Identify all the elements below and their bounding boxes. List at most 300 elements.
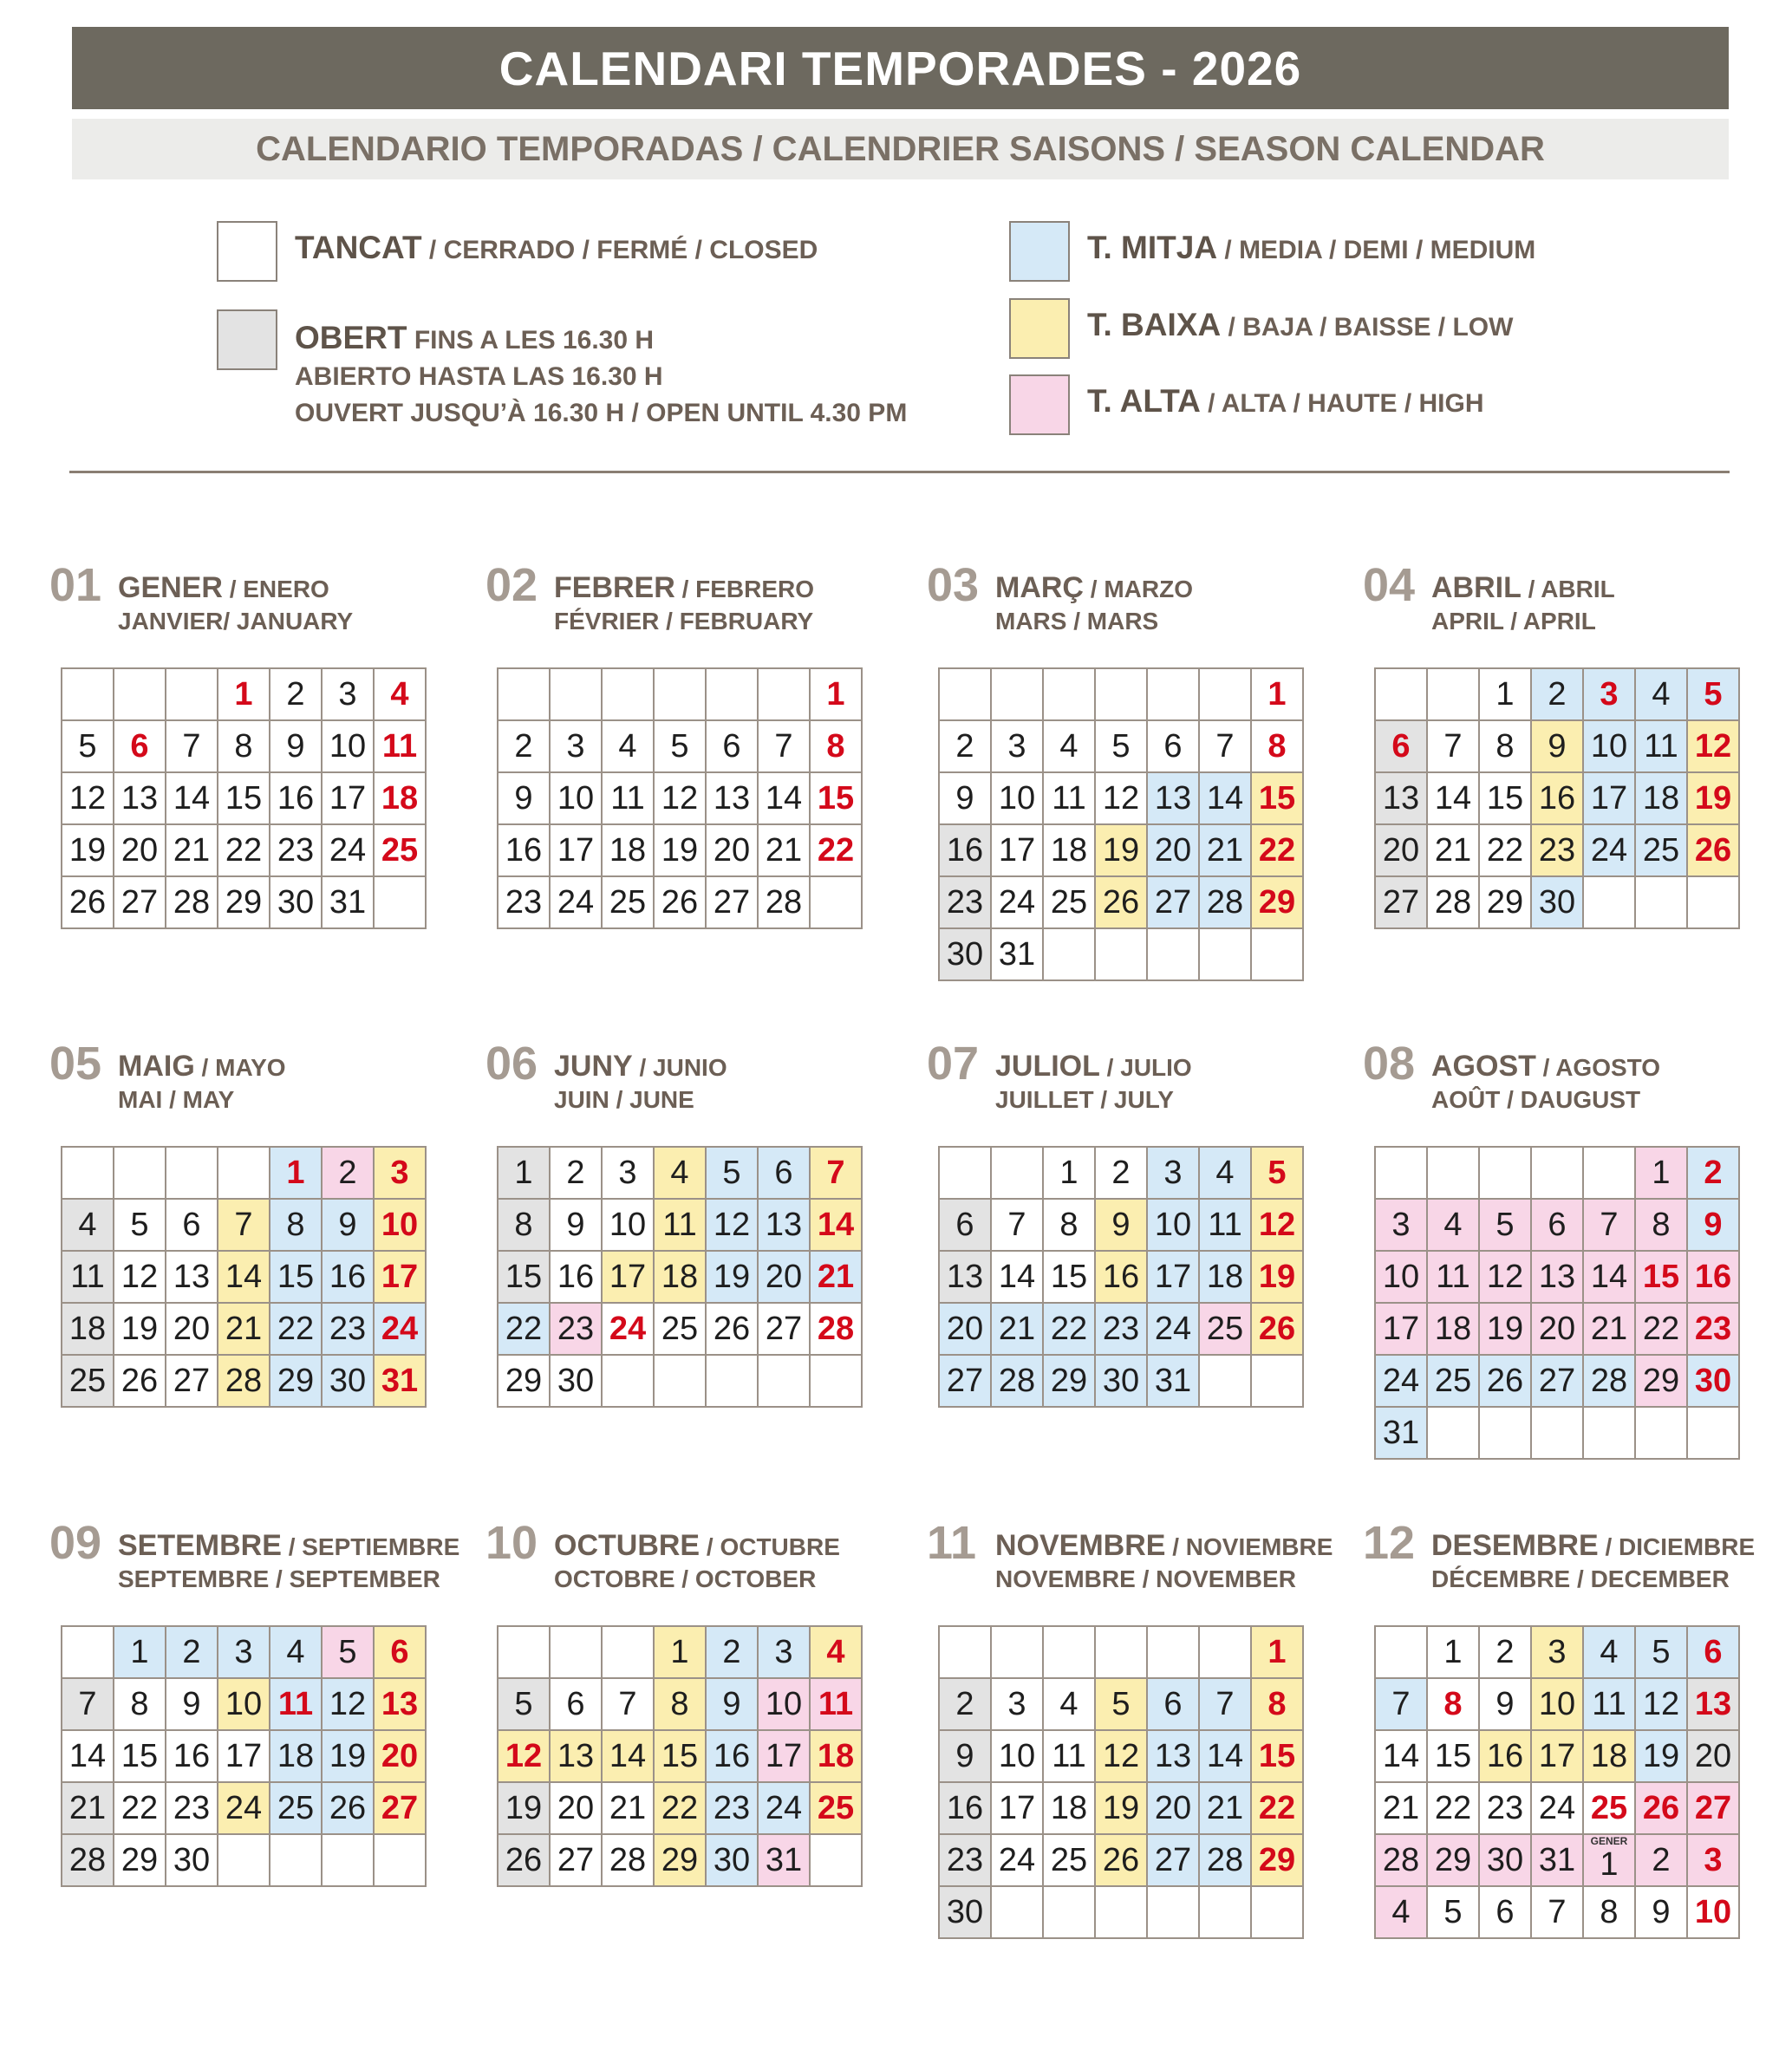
day-number: 21 [1434,831,1472,869]
month-name [554,1050,727,1084]
empty-cell [1532,1148,1584,1200]
day-cell [114,1835,166,1887]
day-cell [375,1356,427,1408]
day-number: 20 [1154,831,1192,869]
day-cell [603,1200,655,1252]
day-cell [603,825,655,877]
day-number: 16 [1694,1258,1732,1295]
day-cell [1148,1252,1200,1304]
day-number: 7 [774,727,793,765]
day-cell [603,721,655,773]
month-name-ca: FEBRER [554,571,675,604]
day-number: 14 [225,1258,263,1295]
day-number: 26 [121,1362,159,1399]
day-cell [375,1148,427,1200]
legend-low-desc: / BAJA / BAISSE / LOW [1221,313,1514,342]
day-cell [218,773,270,825]
day-number: 22 [121,1789,159,1826]
next-month-note: GENER [1590,1835,1628,1847]
day-cell [62,1356,114,1408]
day-cell [1636,1200,1688,1252]
day-number: 26 [1102,883,1140,921]
day-number: 3 [1007,1685,1026,1722]
day-number: 3 [1391,1206,1411,1243]
day-cell [270,669,323,721]
empty-cell [375,1835,427,1887]
day-cell [1096,773,1148,825]
month-name [554,571,814,605]
day-number: 7 [1600,1206,1619,1243]
day-cell [551,825,603,877]
day-number: 16 [713,1737,751,1774]
day-number: 4 [1391,1893,1411,1930]
day-number: 1 [670,1633,689,1670]
day-number: 28 [173,883,211,921]
month-name-fr-en: NOVEMBRE / NOVEMBER [995,1565,1296,1592]
day-number: 2 [1652,1841,1671,1878]
day-cell [114,877,166,929]
day-cell [1252,773,1304,825]
day-cell [759,721,811,773]
day-cell [992,1356,1044,1408]
month-name-ca: NOVEMBRE [995,1529,1166,1562]
day-number: 29 [1258,1841,1296,1878]
day-number: 23 [946,883,984,921]
day-cell [992,721,1044,773]
day-number: 17 [225,1737,263,1774]
day-number: 30 [713,1841,751,1878]
day-number: 14 [1382,1737,1420,1774]
day-number: 23 [505,883,543,921]
day-number: 14 [998,1258,1036,1295]
day-cell [1044,773,1096,825]
day-number: 6 [1704,1633,1723,1670]
day-cell [1148,1200,1200,1252]
day-cell [1200,1731,1252,1783]
day-number: 9 [182,1685,201,1722]
day-number: 9 [514,779,533,817]
day-number: 28 [817,1310,855,1347]
empty-cell [1584,877,1636,929]
empty-cell [551,1627,603,1679]
day-number: 22 [1642,1310,1680,1347]
day-number: 11 [1644,727,1678,765]
day-number: 17 [1382,1310,1420,1347]
empty-cell [1688,877,1740,929]
day-cell [1688,825,1740,877]
day-cell [1428,1783,1480,1835]
day-cell [707,1835,759,1887]
day-cell [551,877,603,929]
day-number: 15 [1050,1258,1088,1295]
day-cell [759,1148,811,1200]
day-cell [759,877,811,929]
day-cell [707,1627,759,1679]
day-number: 12 [1694,727,1732,765]
day-cell [707,1304,759,1356]
day-number: 29 [505,1362,543,1399]
day-number: 23 [277,831,315,869]
day-number: 3 [1163,1154,1183,1191]
day-cell [1096,877,1148,929]
day-cell [811,1627,863,1679]
day-number: 4 [1059,727,1078,765]
day-number: 7 [78,1685,97,1722]
day-number: 11 [662,1206,697,1243]
day-number: 7 [1215,1685,1235,1722]
day-number: 19 [1642,1737,1680,1774]
empty-cell [1148,929,1200,981]
empty-cell [1148,1627,1200,1679]
day-cell [603,1679,655,1731]
day-cell [1148,721,1200,773]
empty-cell [1480,1408,1532,1460]
day-cell [940,773,992,825]
day-number: 20 [1382,831,1420,869]
empty-cell [375,877,427,929]
day-cell [323,877,375,929]
page-subtitle: CALENDARIO TEMPORADAS / CALENDRIER SAISONS / SEASON CALENDAR [72,119,1729,179]
day-cell [811,1783,863,1835]
day-number: 23 [1102,1310,1140,1347]
empty-cell [1200,929,1252,981]
month-name [995,571,1193,605]
day-number: 20 [765,1258,803,1295]
empty-cell [1428,669,1480,721]
day-number: 25 [817,1789,855,1826]
day-cell [1044,721,1096,773]
empty-cell [1200,1356,1252,1408]
day-number: 11 [1052,1737,1086,1774]
day-number: 23 [1486,1789,1524,1826]
day-cell [707,1679,759,1731]
day-cell [759,1304,811,1356]
day-cell [499,773,551,825]
day-number: 3 [338,675,357,713]
day-number: 17 [998,831,1036,869]
day-number: 17 [1154,1258,1192,1295]
day-number: 5 [1496,1206,1515,1243]
day-cell [499,1304,551,1356]
day-cell [1480,877,1532,929]
empty-cell [1252,1356,1304,1408]
empty-cell [1200,1887,1252,1939]
legend-medium [1009,221,1535,282]
day-cell [270,1783,323,1835]
day-number: 22 [817,831,855,869]
day-cell [114,721,166,773]
day-number: 15 [505,1258,543,1295]
day-cell [551,1731,603,1783]
day-cell [218,1252,270,1304]
day-number: 12 [713,1206,751,1243]
day-cell [655,1148,707,1200]
day-cell [1428,825,1480,877]
day-number: 19 [1102,831,1140,869]
month-name [118,571,329,605]
day-number: 25 [661,1310,699,1347]
empty-cell [323,1835,375,1887]
day-number: 21 [998,1310,1036,1347]
day-cell [1480,721,1532,773]
day-cell [551,1252,603,1304]
day-cell [1148,1783,1200,1835]
day-number: 28 [1434,883,1472,921]
empty-cell [114,669,166,721]
day-cell [1252,1783,1304,1835]
day-number: 3 [1548,1633,1567,1670]
day-cell [375,1252,427,1304]
day-cell [759,773,811,825]
day-cell [1096,1835,1148,1887]
day-number: 3 [1704,1841,1723,1878]
day-cell [551,1148,603,1200]
day-cell [811,1731,863,1783]
day-number: 15 [1642,1258,1680,1295]
day-number: 4 [826,1633,845,1670]
day-number: 25 [68,1362,107,1399]
day-number: 19 [1102,1789,1140,1826]
day-cell [992,773,1044,825]
day-number: 26 [1642,1789,1680,1826]
month-name-es: / AGOSTO [1535,1054,1661,1081]
day-cell [1636,1627,1688,1679]
day-cell [1096,1731,1148,1783]
day-number: 2 [182,1633,201,1670]
day-cell [940,721,992,773]
day-cell [1688,1887,1740,1939]
day-number: 29 [121,1841,159,1878]
day-cell [1532,1252,1584,1304]
day-cell [1480,1304,1532,1356]
day-cell [655,773,707,825]
month-name-ca: JUNY [554,1050,633,1083]
day-cell [1584,1252,1636,1304]
month-name-fr-en: JUIN / JUNE [554,1086,694,1113]
month-grid [497,1146,863,1408]
day-cell [270,825,323,877]
day-number: 24 [998,883,1036,921]
day-number: 29 [277,1362,315,1399]
day-number: 19 [329,1737,367,1774]
day-number: 14 [1590,1258,1628,1295]
day-number: 29 [1486,883,1524,921]
day-number: 10 [557,779,595,817]
day-cell [1428,1304,1480,1356]
legend-swatch-low [1009,298,1070,359]
day-number: 14 [173,779,211,817]
day-cell [166,1731,218,1783]
day-number: 18 [609,831,647,869]
day-number: 17 [1538,1737,1576,1774]
empty-cell [499,669,551,721]
month-number: 03 [927,559,980,611]
day-number: 29 [1434,1841,1472,1878]
day-number: 21 [1206,1789,1244,1826]
day-cell [603,1252,655,1304]
day-cell [1688,773,1740,825]
day-cell [1376,1835,1428,1887]
day-number: 13 [1382,779,1420,817]
legend-high-desc: / ALTA / HAUTE / HIGH [1200,389,1484,418]
day-number: 25 [1206,1310,1244,1347]
day-number: 18 [1050,831,1088,869]
day-cell [551,1679,603,1731]
day-number: 30 [1486,1841,1524,1878]
day-number: 25 [1050,1841,1088,1878]
day-cell [1532,1731,1584,1783]
day-number: 4 [78,1206,97,1243]
day-cell [1480,1731,1532,1783]
day-cell [499,825,551,877]
month-name-es: / ENERO [222,576,329,602]
day-cell [114,1304,166,1356]
day-number: 14 [1206,779,1244,817]
day-cell [375,1627,427,1679]
day-cell [940,1252,992,1304]
day-cell [759,1783,811,1835]
day-number: 10 [1538,1685,1576,1722]
day-number: 2 [1111,1154,1131,1191]
day-cell [323,825,375,877]
day-number: 8 [1059,1206,1078,1243]
month-name-es: / MAYO [194,1054,286,1081]
legend-low-label: T. BAIXA [1087,307,1222,342]
day-cell [1252,825,1304,877]
day-number: 22 [1258,831,1296,869]
day-number: 30 [557,1362,595,1399]
day-cell [992,1679,1044,1731]
day-number: 26 [505,1841,543,1878]
day-number: 13 [1154,779,1192,817]
empty-cell [940,669,992,721]
day-cell [551,721,603,773]
day-number: 17 [765,1737,803,1774]
day-cell [62,1304,114,1356]
day-cell [62,1835,114,1887]
day-number: 27 [946,1362,984,1399]
day-cell [1252,877,1304,929]
day-cell [1480,1783,1532,1835]
day-number: 13 [557,1737,595,1774]
day-number: 18 [1434,1310,1472,1347]
empty-cell [1252,929,1304,981]
month-name-ca: JULIOL [995,1050,1100,1083]
day-cell [1480,1252,1532,1304]
day-number: 24 [998,1841,1036,1878]
empty-cell [603,1627,655,1679]
day-cell [218,1783,270,1835]
month-name-ca: ABRIL [1431,571,1522,604]
day-number: 10 [329,727,367,765]
day-number: 7 [1215,727,1235,765]
day-number: 18 [68,1310,107,1347]
day-number: 21 [225,1310,263,1347]
day-cell [992,1304,1044,1356]
day-number: 12 [661,779,699,817]
day-number: 28 [998,1362,1036,1399]
day-cell [166,721,218,773]
month-number: 11 [927,1517,977,1569]
day-number: 30 [1102,1362,1140,1399]
day-cell [759,1200,811,1252]
day-number: 7 [1548,1893,1567,1930]
day-cell [499,1731,551,1783]
empty-cell [1044,1887,1096,1939]
day-cell [323,1679,375,1731]
day-cell [1148,825,1200,877]
day-number: 7 [1007,1206,1026,1243]
day-cell [499,1356,551,1408]
day-number: 4 [1059,1685,1078,1722]
day-number: 11 [70,1258,105,1295]
day-number: 28 [1206,1841,1244,1878]
day-cell [114,1627,166,1679]
day-cell [940,1731,992,1783]
month-name-es: / MARZO [1083,576,1193,602]
month-name-fr-en: SEPTEMBRE / SEPTEMBER [118,1565,440,1592]
day-cell [323,773,375,825]
day-cell [270,1679,323,1731]
day-cell [603,1783,655,1835]
day-cell [166,1679,218,1731]
day-cell [1480,773,1532,825]
empty-cell [1044,929,1096,981]
day-number: 28 [609,1841,647,1878]
day-cell [1252,1252,1304,1304]
day-cell [323,1304,375,1356]
day-number: 19 [1694,779,1732,817]
day-cell [1532,1783,1584,1835]
day-cell [551,773,603,825]
day-cell [1532,773,1584,825]
day-cell [166,773,218,825]
day-cell [1376,1356,1428,1408]
month-name-fr-en: MAI / MAY [118,1086,235,1113]
day-number: 22 [277,1310,315,1347]
legend-closed-label: TANCAT [295,230,422,265]
day-number: 2 [1496,1633,1515,1670]
day-number: 16 [505,831,543,869]
day-number: 8 [1267,1685,1287,1722]
day-cell [603,1835,655,1887]
day-number: 28 [225,1362,263,1399]
day-cell [1636,1252,1688,1304]
day-cell [655,1304,707,1356]
legend-open [217,309,907,432]
empty-cell [1636,1408,1688,1460]
day-number: 28 [1590,1362,1628,1399]
day-number: 6 [1496,1893,1515,1930]
empty-cell [166,1148,218,1200]
day-number: 21 [817,1258,855,1295]
day-number: 13 [946,1258,984,1295]
day-cell [499,1252,551,1304]
day-cell [62,721,114,773]
day-number: 11 [1052,779,1086,817]
month-number: 10 [485,1517,538,1569]
day-number: 2 [1548,675,1567,713]
day-cell [1584,721,1636,773]
month-name-fr-en: DÉCEMBRE / DECEMBER [1431,1565,1730,1592]
day-number: 14 [1434,779,1472,817]
day-cell [1688,1627,1740,1679]
day-cell [1148,773,1200,825]
day-number: 18 [1590,1737,1628,1774]
day-cell [1148,1835,1200,1887]
day-cell [499,1679,551,1731]
month-name-ca: GENER [118,571,223,604]
